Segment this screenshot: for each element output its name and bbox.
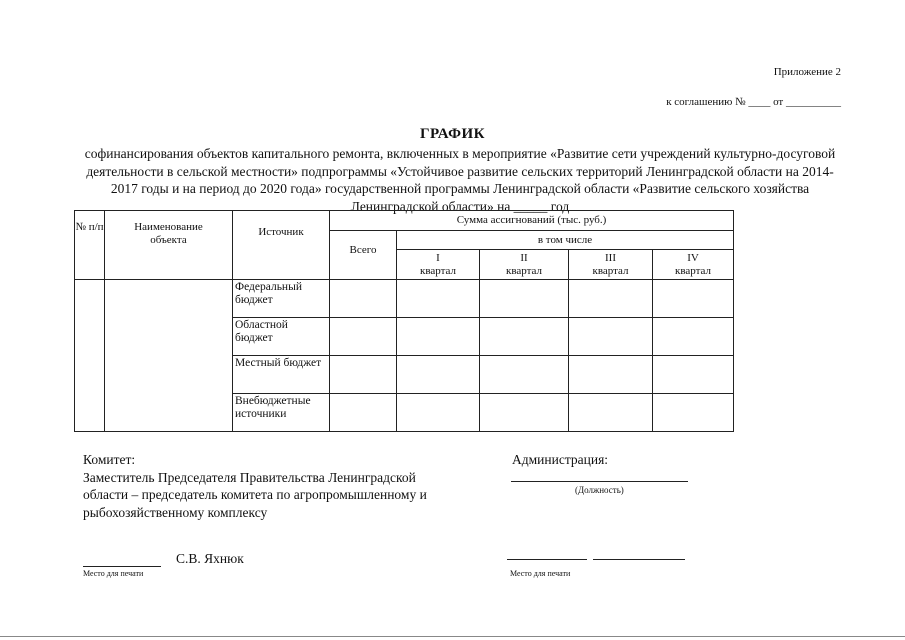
cell-q2 [480,356,569,394]
committee-title: Комитет: [83,452,136,467]
header-cell-source: Источник [233,211,330,280]
signature-line-left [83,566,161,567]
cell-object-name [105,280,233,432]
cell-q2 [480,280,569,318]
quarter-label: квартал [419,264,457,277]
cell-q4 [653,280,734,318]
cell-q4 [653,356,734,394]
cell-q1 [397,280,480,318]
cell-source: Местный бюджет [233,356,330,394]
cell-number [75,280,105,432]
position-line [511,481,688,482]
appendix-label: Приложение 2 [773,66,841,78]
cell-q3 [569,356,653,394]
cell-q1 [397,318,480,356]
cell-q3 [569,394,653,432]
cell-q4 [653,318,734,356]
cell-total [330,280,397,318]
document-title: ГРАФИК [419,126,486,142]
quarter-number: III [605,251,616,264]
header-cell-total: Всего [330,231,397,280]
quarter-label: квартал [674,264,712,277]
quarter-number: IV [687,251,699,264]
financing-schedule-table [74,210,734,432]
administration-title: Администрация: [512,452,609,467]
header-cell-quarter-2 [480,250,569,280]
committee-signature-block [83,451,443,521]
position-label: (Должность) [575,485,624,495]
cell-q3 [569,318,653,356]
table-row [75,280,734,318]
header-cell-quarter-3 [569,250,653,280]
cell-q1 [397,394,480,432]
header-cell-number: № п/п [75,211,105,280]
header-cell-quarter-4 [653,250,734,280]
committee-position: Заместитель Председателя Правительства Ленинградской области – председатель комитета по агропромышленному и рыбохозяйственному комплексу [83,469,427,520]
cell-source: Внебюджетные источники [233,394,330,432]
agreement-reference: к соглашению № ____ от __________ [666,96,841,108]
signature-line-right-1 [507,559,587,560]
stamp-place-left: Место для печати [83,569,144,578]
cell-q3 [569,280,653,318]
cell-q2 [480,318,569,356]
cell-q2 [480,394,569,432]
header-cell-object-name: Наименование объекта [105,211,233,280]
header-cell-including: в том числе [397,231,734,250]
header-cell-sum: Сумма ассигнований (тыс. руб.) [330,211,734,231]
stamp-place-right: Место для печати [510,569,571,578]
cell-total [330,394,397,432]
header-cell-quarter-1 [397,250,480,280]
cell-source: Областной бюджет [233,318,330,356]
cell-total [330,318,397,356]
quarter-label: квартал [505,264,543,277]
cell-q4 [653,394,734,432]
signature-line-right-2 [593,559,685,560]
document-subtitle: софинансирования объектов капитального ремонта, включенных в мероприятие «Развитие сети учреждений культурно-досуговой деятельности в сельской местности» подпрограммы «Устойчивое развитие сельских территорий Ленинградской области на 2014-2017 годы и на период до 2020 года» государственной программы Ленинградской области «Развитие сельского хозяйства Ленинградской области» на _____ год [84,146,836,214]
quarter-number: II [520,251,528,264]
page-bottom-rule [0,636,905,637]
cell-q1 [397,356,480,394]
quarter-label: квартал [592,264,629,277]
quarter-number: I [436,251,440,264]
cell-source: Федеральный бюджет [233,280,330,318]
signer-name: С.В. Яхнюк [176,551,244,566]
cell-total [330,356,397,394]
